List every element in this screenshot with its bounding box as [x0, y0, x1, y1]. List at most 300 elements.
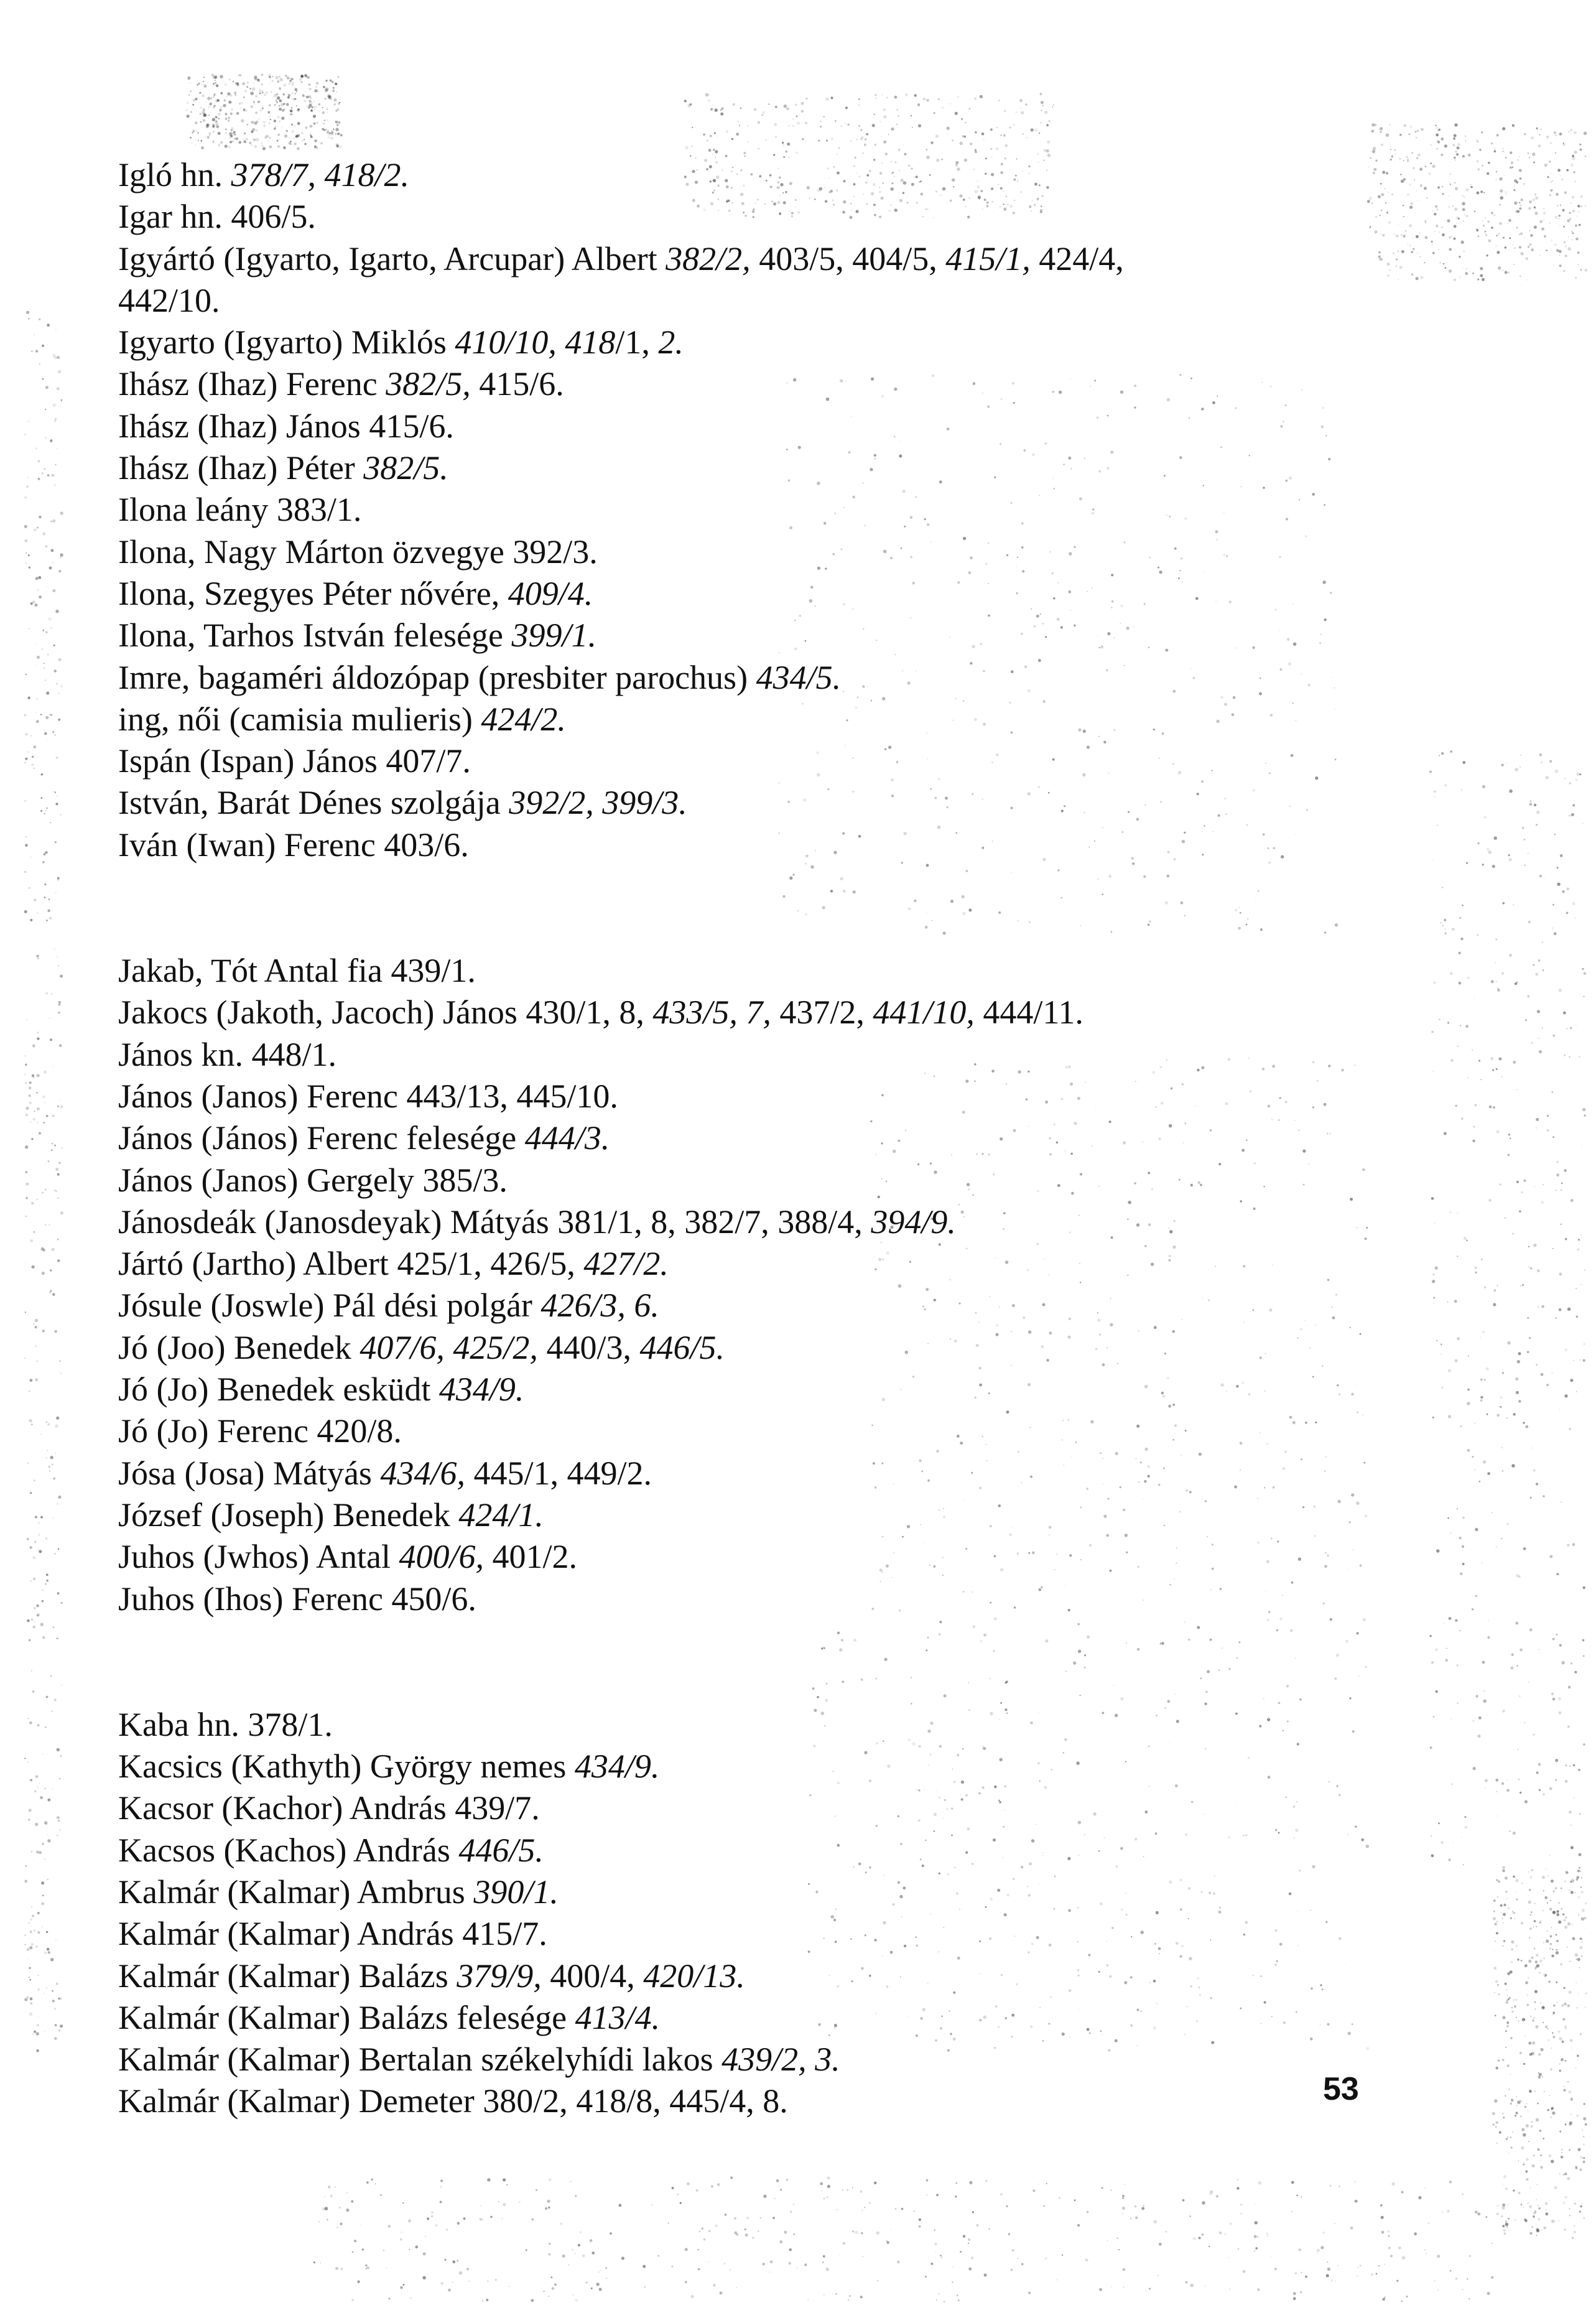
noise-speck: [54, 734, 56, 736]
noise-speck: [371, 2179, 373, 2181]
noise-speck: [1532, 2041, 1535, 2044]
noise-speck: [1583, 2117, 1586, 2120]
noise-speck: [1584, 972, 1586, 975]
noise-speck: [1578, 1914, 1579, 1916]
noise-speck: [1532, 2227, 1533, 2228]
noise-speck: [1543, 1909, 1544, 1911]
noise-speck: [1502, 1945, 1503, 1947]
noise-speck: [1511, 2011, 1513, 2013]
noise-speck: [1489, 1106, 1492, 1109]
entry-text: János kn. 448/1.: [118, 1035, 336, 1073]
noise-speck: [332, 81, 334, 83]
entry-text: Jósa (Josa) Mátyás: [118, 1454, 381, 1492]
noise-speck: [1475, 2210, 1478, 2214]
noise-speck: [272, 76, 274, 78]
noise-speck: [1455, 1105, 1457, 1107]
noise-speck: [230, 95, 232, 96]
noise-speck: [285, 130, 288, 133]
noise-speck: [24, 762, 26, 763]
noise-speck: [1516, 1181, 1519, 1183]
noise-speck: [1572, 1543, 1575, 1546]
index-entry: [118, 1997, 1424, 2039]
noise-speck: [1583, 2157, 1585, 2159]
noise-speck: [703, 133, 705, 136]
noise-speck: [550, 2276, 552, 2278]
noise-speck: [24, 910, 27, 913]
noise-speck: [1210, 2191, 1213, 2194]
noise-speck: [1330, 2279, 1333, 2281]
noise-speck: [234, 91, 237, 95]
noise-speck: [55, 610, 59, 613]
noise-speck: [1484, 217, 1486, 219]
entry-reference-italic: 434/9.: [574, 1748, 660, 1786]
noise-speck: [1539, 2073, 1542, 2076]
noise-speck: [327, 95, 330, 98]
noise-speck: [582, 2255, 585, 2258]
noise-speck: [46, 1987, 47, 1988]
noise-speck: [24, 1074, 26, 1076]
noise-speck: [38, 1988, 40, 1990]
noise-speck: [335, 121, 338, 123]
noise-speck: [955, 2196, 957, 2197]
noise-speck: [213, 77, 215, 79]
noise-speck: [707, 93, 709, 96]
noise-speck: [43, 1122, 45, 1124]
noise-speck: [47, 1879, 49, 1881]
noise-speck: [335, 83, 337, 85]
noise-speck: [685, 2248, 688, 2251]
noise-speck: [1480, 267, 1483, 270]
noise-speck: [457, 2222, 460, 2225]
noise-speck: [1583, 1586, 1585, 1589]
noise-speck: [1498, 2059, 1500, 2061]
noise-speck: [1500, 204, 1501, 205]
noise-speck: [40, 810, 42, 812]
noise-speck: [246, 110, 247, 111]
noise-speck: [918, 124, 921, 128]
noise-speck: [218, 132, 221, 135]
noise-speck: [1487, 848, 1490, 851]
noise-speck: [55, 418, 57, 419]
noise-speck: [1477, 229, 1479, 231]
noise-speck: [242, 82, 245, 85]
noise-speck: [1577, 251, 1580, 254]
noise-speck: [1506, 1789, 1510, 1792]
noise-speck: [1538, 959, 1541, 962]
noise-speck: [28, 421, 29, 422]
noise-speck: [186, 109, 188, 111]
noise-speck: [808, 2299, 809, 2300]
noise-speck: [314, 109, 315, 110]
noise-speck: [1558, 1712, 1561, 1715]
noise-speck: [310, 134, 311, 135]
noise-speck: [1505, 2095, 1506, 2097]
noise-speck: [495, 2279, 497, 2281]
noise-speck: [823, 2255, 825, 2258]
noise-speck: [919, 2225, 921, 2228]
noise-speck: [1107, 2240, 1108, 2242]
noise-speck: [944, 2301, 945, 2303]
noise-speck: [1499, 222, 1502, 225]
noise-speck: [210, 98, 212, 100]
noise-speck: [1494, 1923, 1497, 1926]
noise-speck: [1534, 207, 1536, 209]
noise-speck: [44, 663, 45, 664]
noise-speck: [1567, 1308, 1571, 1311]
entry-text: Kalmár (Kalmar) Balázs felesége: [118, 1998, 575, 2036]
noise-speck: [886, 2240, 888, 2242]
noise-speck: [875, 144, 876, 146]
noise-speck: [54, 2037, 57, 2040]
noise-speck: [30, 1379, 33, 1382]
noise-speck: [1571, 2048, 1572, 2049]
noise-speck: [1536, 1926, 1537, 1927]
noise-speck: [1570, 1199, 1574, 1202]
noise-speck: [776, 2179, 779, 2182]
entry-reference-italic: 382/5,: [386, 365, 471, 403]
noise-speck: [826, 2268, 829, 2271]
noise-speck: [459, 2271, 463, 2275]
noise-speck: [843, 2242, 845, 2245]
noise-speck: [1447, 219, 1450, 222]
noise-speck: [1522, 1284, 1524, 1286]
noise-speck: [1508, 854, 1510, 856]
noise-speck: [1532, 1448, 1533, 1449]
noise-speck: [838, 147, 840, 149]
noise-speck: [1521, 2204, 1523, 2205]
noise-speck: [215, 116, 218, 118]
noise-speck: [1529, 1889, 1531, 1891]
noise-speck: [1461, 1117, 1464, 1120]
noise-speck: [1381, 2231, 1385, 2234]
noise-speck: [1431, 1197, 1434, 1200]
noise-speck: [960, 142, 963, 146]
noise-speck: [47, 653, 49, 655]
noise-speck: [1491, 2276, 1493, 2279]
noise-speck: [1528, 1960, 1531, 1963]
noise-speck: [1580, 2034, 1581, 2035]
noise-speck: [1496, 1921, 1498, 1922]
noise-speck: [1062, 2255, 1063, 2256]
noise-speck: [1042, 105, 1044, 106]
noise-speck: [1543, 1942, 1544, 1943]
noise-speck: [1511, 1961, 1513, 1963]
noise-speck: [1503, 2229, 1506, 2232]
noise-speck: [1575, 225, 1577, 227]
noise-speck: [1519, 2052, 1522, 2054]
noise-speck: [57, 1835, 58, 1837]
noise-speck: [1482, 1661, 1485, 1664]
noise-speck: [1514, 247, 1516, 249]
noise-speck: [300, 75, 304, 78]
noise-speck: [29, 1779, 30, 1781]
noise-speck: [1561, 2004, 1564, 2006]
noise-speck: [24, 525, 27, 528]
noise-speck: [710, 135, 712, 137]
noise-speck: [1046, 124, 1049, 126]
noise-speck: [55, 1424, 58, 1428]
noise-speck: [218, 113, 221, 116]
noise-speck: [1483, 1700, 1487, 1703]
noise-speck: [1441, 154, 1443, 156]
noise-speck: [826, 2268, 828, 2270]
noise-speck: [29, 1721, 32, 1724]
noise-speck: [739, 124, 740, 126]
noise-speck: [793, 126, 794, 127]
noise-speck: [1497, 1285, 1498, 1286]
noise-speck: [841, 126, 842, 127]
noise-speck: [1508, 2218, 1510, 2220]
noise-speck: [1540, 255, 1541, 256]
noise-speck: [1575, 277, 1577, 279]
noise-speck: [1506, 1898, 1507, 1899]
noise-speck: [788, 125, 789, 126]
noise-speck: [1538, 2148, 1540, 2151]
noise-speck: [1516, 1898, 1518, 1901]
noise-speck: [323, 86, 325, 88]
noise-speck: [1502, 1372, 1504, 1374]
noise-speck: [1526, 2103, 1528, 2104]
noise-speck: [318, 91, 319, 92]
noise-speck: [1388, 2247, 1390, 2249]
entry-text: Juhos (Jwhos) Antal: [118, 1538, 399, 1576]
noise-speck: [241, 102, 243, 103]
noise-speck: [964, 136, 967, 138]
noise-speck: [1578, 264, 1579, 265]
noise-speck: [1496, 981, 1497, 982]
noise-speck: [1467, 977, 1469, 979]
noise-speck: [934, 112, 935, 114]
noise-speck: [1574, 151, 1577, 154]
noise-speck: [690, 2295, 694, 2298]
entry-reference-italic: 415/1,: [945, 240, 1031, 277]
noise-speck: [1437, 208, 1439, 210]
noise-speck: [1496, 134, 1499, 136]
noise-speck: [261, 73, 263, 76]
noise-speck: [1488, 162, 1490, 164]
noise-speck: [1580, 2156, 1583, 2159]
noise-speck: [1445, 267, 1447, 269]
noise-speck: [845, 106, 848, 109]
noise-speck: [1415, 131, 1417, 133]
noise-speck: [1462, 2194, 1464, 2195]
noise-speck: [30, 735, 32, 737]
noise-speck: [1528, 152, 1529, 154]
noise-speck: [1567, 219, 1570, 222]
noise-speck: [34, 1607, 36, 1609]
noise-speck: [52, 1115, 55, 1117]
noise-speck: [1032, 2189, 1035, 2192]
noise-speck: [26, 1183, 29, 1186]
noise-speck: [1569, 1810, 1572, 1814]
noise-speck: [1477, 192, 1480, 195]
noise-speck: [1437, 141, 1440, 143]
noise-speck: [842, 2189, 843, 2191]
index-entry: [118, 1034, 1424, 1076]
index-entry: [118, 238, 1424, 280]
noise-speck: [1480, 274, 1483, 277]
noise-speck: [31, 1906, 32, 1907]
noise-speck: [1538, 2053, 1541, 2056]
noise-speck: [1554, 2186, 1557, 2189]
noise-speck: [643, 2265, 646, 2268]
noise-speck: [31, 1619, 33, 1621]
noise-speck: [1564, 2060, 1566, 2062]
noise-speck: [213, 93, 215, 95]
noise-speck: [847, 124, 849, 126]
noise-speck: [898, 149, 901, 151]
noise-speck: [1552, 1035, 1555, 1037]
noise-speck: [856, 139, 857, 140]
noise-speck: [1500, 1904, 1503, 1907]
noise-speck: [1434, 2281, 1436, 2282]
noise-speck: [263, 121, 266, 124]
noise-speck: [32, 601, 35, 603]
noise-speck: [410, 2297, 412, 2299]
noise-speck: [1373, 147, 1376, 150]
noise-speck: [1576, 1878, 1579, 1881]
noise-speck: [1527, 1351, 1529, 1353]
noise-speck: [1584, 2103, 1585, 2105]
noise-speck: [56, 1983, 58, 1985]
noise-speck: [1581, 1939, 1583, 1940]
noise-speck: [336, 145, 339, 147]
entry-reference-italic: 378/7, 418/2.: [231, 156, 410, 193]
noise-speck: [1511, 2007, 1513, 2008]
noise-speck: [1539, 134, 1540, 135]
noise-speck: [338, 122, 341, 124]
noise-speck: [1154, 2220, 1158, 2224]
entry-reference-italic: 434/9.: [438, 1371, 524, 1409]
noise-speck: [351, 2201, 353, 2203]
noise-speck: [1570, 1027, 1572, 1029]
noise-speck: [1488, 850, 1492, 854]
noise-speck: [283, 103, 285, 105]
noise-speck: [283, 83, 286, 86]
noise-speck: [201, 146, 204, 149]
noise-speck: [279, 87, 281, 90]
noise-speck: [1516, 2017, 1517, 2018]
noise-speck: [822, 2191, 823, 2192]
noise-speck: [1585, 2123, 1587, 2126]
noise-speck: [1463, 221, 1464, 222]
noise-speck: [1506, 1417, 1508, 1418]
noise-speck: [1566, 1764, 1567, 1766]
noise-speck: [725, 2214, 727, 2216]
noise-speck: [1581, 1145, 1582, 1147]
noise-speck: [199, 102, 200, 103]
index-entry: [118, 782, 1424, 824]
noise-speck: [1516, 1574, 1519, 1578]
noise-speck: [271, 91, 272, 93]
noise-speck: [29, 1390, 30, 1392]
noise-speck: [291, 123, 293, 125]
noise-speck: [55, 2024, 57, 2026]
noise-speck: [36, 1851, 39, 1854]
noise-speck: [883, 115, 886, 118]
noise-speck: [1111, 2286, 1112, 2287]
entry-reference-italic: 433/5, 7,: [652, 994, 771, 1032]
noise-speck: [1556, 1573, 1559, 1575]
noise-speck: [328, 95, 330, 96]
noise-speck: [1539, 2130, 1542, 2132]
noise-speck: [250, 105, 253, 108]
entry-text: Jakocs (Jakoth, Jacoch) János 430/1, 8,: [118, 994, 653, 1032]
noise-speck: [267, 111, 270, 113]
noise-speck: [1503, 2175, 1506, 2178]
noise-speck: [1228, 2257, 1229, 2258]
noise-speck: [1574, 1671, 1577, 1674]
index-entry: [118, 2080, 1424, 2122]
entry-text: Juhos (Ihos) Ferenc 450/6.: [118, 1580, 476, 1618]
noise-speck: [702, 2228, 703, 2230]
noise-speck: [1521, 1960, 1523, 1962]
noise-speck: [1536, 1483, 1538, 1485]
noise-speck: [936, 2299, 937, 2301]
noise-speck: [1552, 904, 1554, 906]
noise-speck: [1583, 2144, 1584, 2145]
noise-speck: [1536, 2229, 1540, 2233]
noise-speck: [1570, 1846, 1574, 1849]
noise-speck: [31, 1202, 34, 1204]
noise-speck: [1475, 228, 1478, 231]
noise-speck: [1437, 187, 1440, 189]
noise-speck: [1442, 193, 1444, 195]
noise-speck: [27, 751, 29, 753]
noise-speck: [1540, 129, 1541, 130]
entry-reference-italic: 394/9.: [871, 1203, 956, 1241]
noise-speck: [919, 2219, 921, 2221]
noise-speck: [697, 2249, 698, 2250]
noise-speck: [1494, 2099, 1498, 2103]
noise-speck: [1503, 236, 1505, 238]
noise-speck: [1453, 238, 1455, 240]
noise-speck: [1491, 980, 1494, 983]
noise-speck: [1487, 1636, 1490, 1639]
noise-speck: [774, 123, 777, 126]
noise-speck: [818, 139, 820, 141]
noise-speck: [47, 910, 50, 913]
noise-speck: [1255, 2247, 1258, 2250]
noise-speck: [1436, 1690, 1438, 1693]
noise-speck: [262, 108, 264, 109]
noise-speck: [1585, 156, 1586, 157]
noise-speck: [1555, 134, 1557, 136]
noise-speck: [957, 2294, 958, 2296]
noise-speck: [267, 141, 269, 142]
noise-speck: [896, 109, 898, 111]
entry-text: Jártó (Jartho) Albert 425/1, 426/5,: [118, 1245, 584, 1283]
noise-speck: [1508, 1154, 1510, 1157]
noise-speck: [1570, 2098, 1573, 2101]
noise-speck: [935, 134, 939, 137]
noise-speck: [1499, 194, 1500, 195]
noise-speck: [256, 129, 258, 131]
noise-speck: [49, 1466, 51, 1468]
noise-speck: [1496, 1414, 1500, 1417]
noise-speck: [254, 121, 257, 124]
noise-speck: [1546, 250, 1547, 251]
noise-speck: [1462, 1545, 1464, 1548]
noise-speck: [1565, 1780, 1568, 1783]
noise-speck: [1579, 1946, 1582, 1949]
noise-speck: [1439, 232, 1440, 233]
noise-speck: [61, 1602, 63, 1604]
noise-speck: [835, 2293, 837, 2295]
noise-speck: [55, 464, 57, 465]
noise-speck: [277, 145, 280, 147]
noise-speck: [1506, 193, 1507, 195]
